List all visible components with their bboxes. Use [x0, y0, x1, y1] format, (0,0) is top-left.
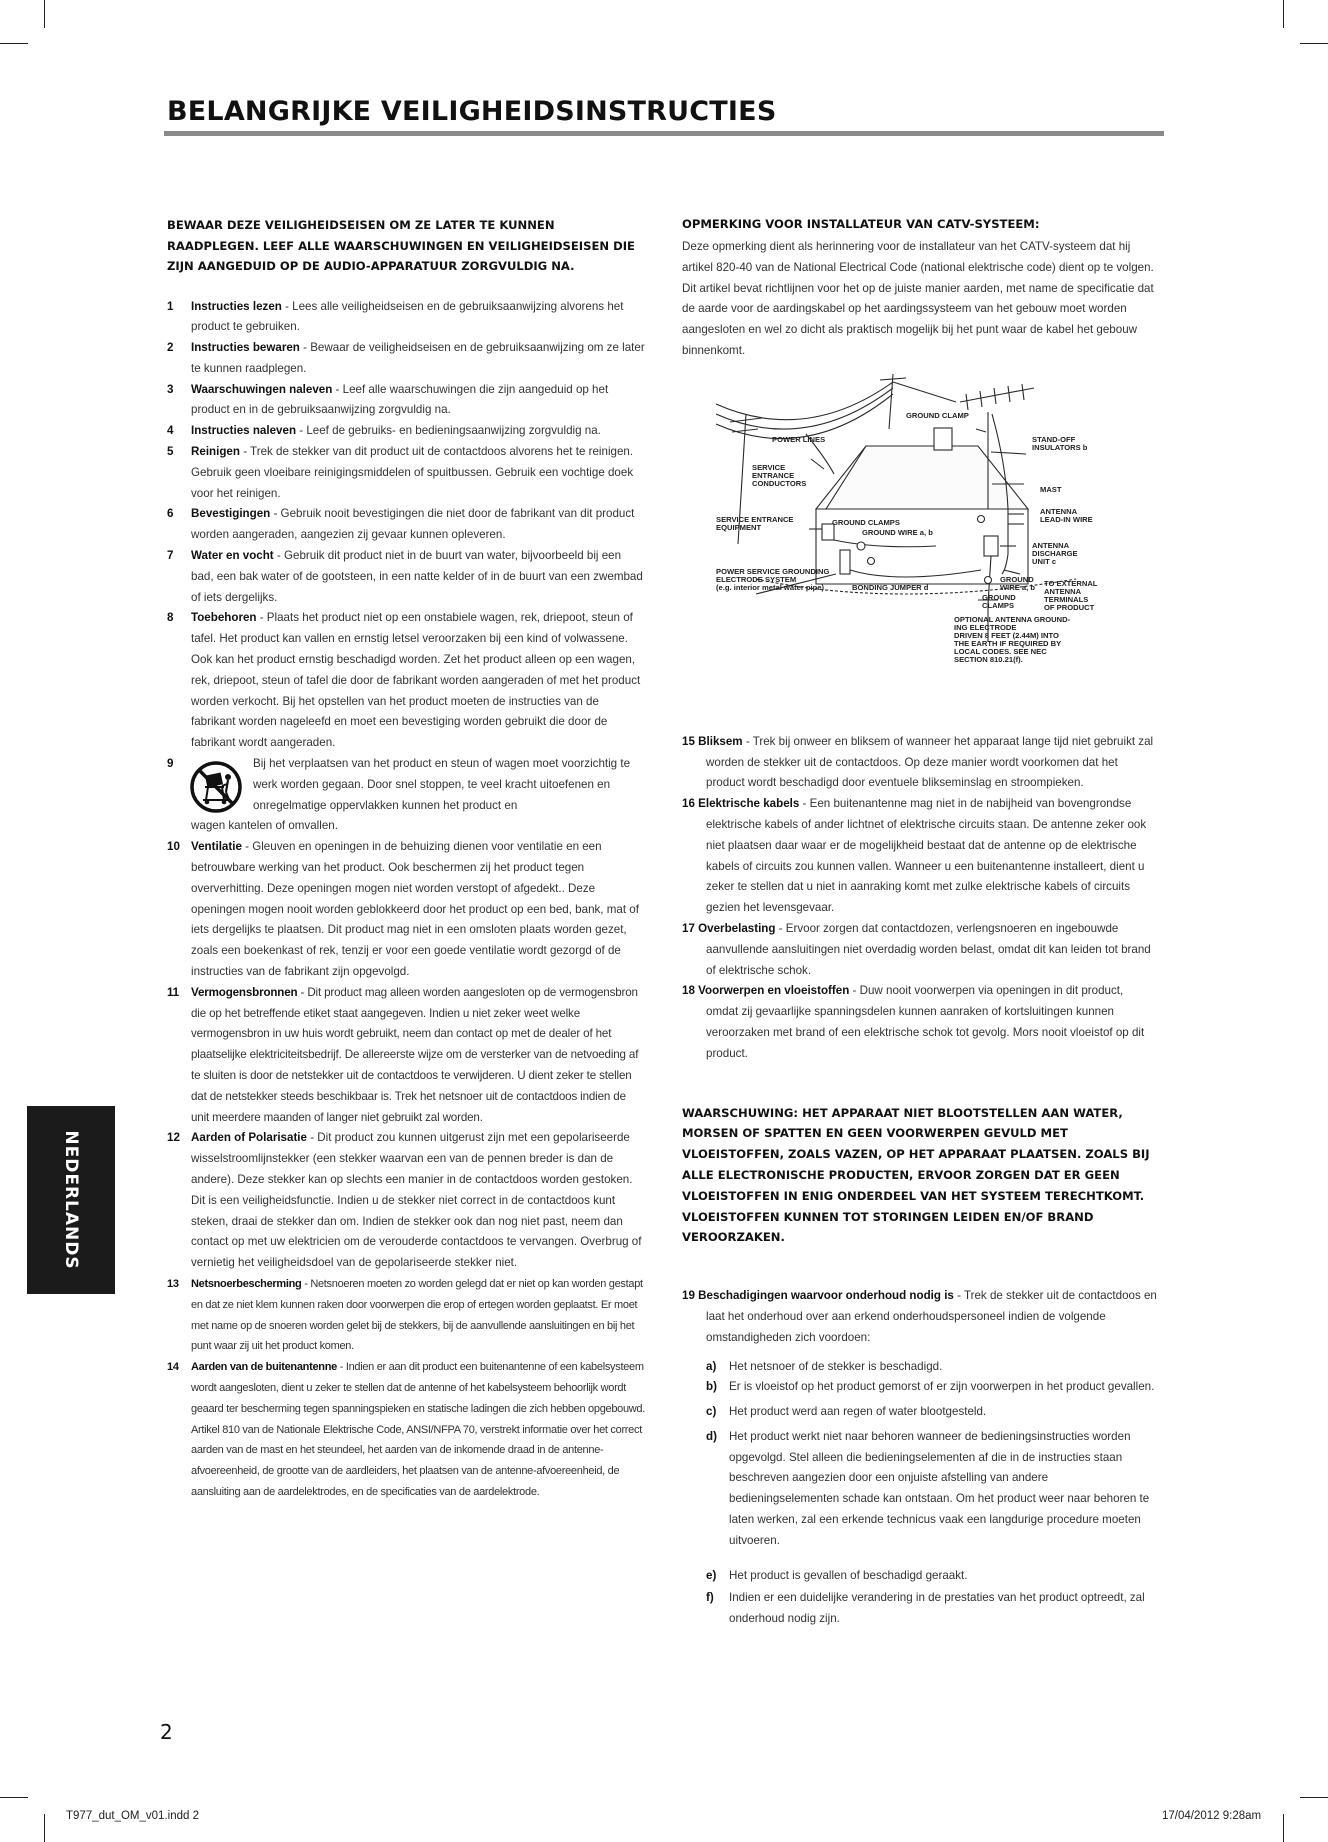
sub-item [682, 1357, 1158, 1378]
list-item [682, 919, 1158, 981]
item-text: - Lees alle veiligheidseisen en de gebruiksaanwijzing alvorens het product te gebruiken. [191, 299, 624, 334]
item-text-continued: wagen kantelen of omvallen. [191, 819, 338, 833]
item-title: Reinigen [191, 445, 240, 459]
crop-mark [1283, 0, 1284, 28]
diagram-label: SERVICE ENTRANCE EQUIPMENT [716, 514, 794, 532]
item-number: 17 [682, 921, 695, 935]
list-item [167, 421, 645, 442]
item-number: 14 [167, 1361, 179, 1374]
antenna-grounding-diagram [716, 374, 1136, 722]
footer-date: 17/04/2012 9:28am [1162, 1810, 1262, 1822]
diagram-label: GROUND CLAMP [906, 410, 969, 420]
item-text: - Indien er aan dit product een buitenantenne of een kabelsysteem wordt aangesloten, dient u zeker te stellen dat de antenne of het kabelsysteem behoorlijk wordt geaard ter bescherming tegen spanningspieken en statische ladingen die zich hebben opgebouwd. Artikel 810 van de Nationale Elektrische Code, ANSI/NFPA 70, verstrekt informatie over het correct aarden van de mast en het steundeel, het aarden van de inkomende draad in de antenne-afvoereenheid, de grootte van de aardleiders, het plaatsen van de antenne-afvoereenheid, de aansluiting aan de aardelektrodes, en de specificaties van de aardelektrode. [191, 1361, 646, 1498]
diagram-label: GROUND WIRE a, b [1000, 574, 1036, 592]
item-number: 7 [167, 549, 174, 563]
diagram-label: GROUND WIRE a, b [862, 527, 933, 537]
crop-mark [1300, 1797, 1328, 1798]
item-title: Ventilatie [191, 840, 242, 854]
crop-mark [0, 43, 28, 44]
item-text: - Een buitenantenne mag niet in de nabijheid van bovengrondse elektrische kabels of ander lichtnet of elektrische circuits staan. De antenne zeker ook niet plaatsen daar waar er de mogelijkheid bestaat dat de antenne op de elektrische kabels of circuits zou kunnen vallen. Wanneer u een buitenantenne installeert, dient u zeker te stellen dat u niet in aanraking komt met zulke elektrische kabels of circuits gezien het levensgevaar. [706, 797, 1147, 915]
item-title: Toebehoren [191, 611, 257, 625]
diagram-label: MAST [1040, 484, 1062, 494]
sub-item [682, 1566, 1158, 1587]
sub-text: Indien er een duidelijke verandering in de prestaties van het product optreedt, zal onderhoud nodig zijn. [729, 1591, 1145, 1626]
item-number: 5 [167, 445, 174, 459]
cart-tipover-warning-icon [189, 760, 243, 814]
diagram-label: SERVICE ENTRANCE CONDUCTORS [752, 462, 807, 488]
list-item [682, 981, 1158, 1064]
list-item [167, 546, 645, 608]
item-number: 11 [167, 985, 179, 999]
list-item [167, 504, 645, 546]
item-number: 4 [167, 424, 174, 438]
diagram-label: TO EXTERNAL ANTENNA TERMINALS OF PRODUCT [1044, 578, 1098, 612]
list-item [167, 1128, 645, 1274]
item-text: - Trek bij onweer en bliksem of wanneer het apparaat lange tijd niet gebruikt zal worden de stekker uit de contactdoos. Op deze manier wordt voorkomen dat het product wordt beschadigd door eventuele blikseminslag en stroompieken. [706, 734, 1154, 790]
diagram-label: BONDING JUMPER d [852, 582, 929, 592]
item-text: - Dit product zou kunnen uitgerust zijn met een gepolariseerde wisselstroomlijnstekker (een stekker waarvan een van de pennen breder is dan de andere). Deze stekker kan op slechts een manier in de contactdoos worden gestoken. Dit is een veiligheidsfunctie. Indien u de stekker niet correct in de contactdoos kunt steken, draai de stekker dan om. Indien de stekker ook dan nog niet past, neem dan contact op met uw elektricien om de verouderde contactdoos te vervangen. Overbrug of vernietig het veiligheidsdoel van de gepolariseerde stekker niet. [191, 1131, 642, 1270]
item-text: - Leef de gebruiks- en bedieningsaanwijzing zorgvuldig na. [296, 424, 601, 438]
item-title: Beschadigingen waarvoor onderhoud nodig is [698, 1289, 954, 1303]
page-title: BELANGRIJKE VEILIGHEIDSINSTRUCTIES [167, 96, 777, 127]
list-item [167, 837, 645, 983]
diagram-label: STAND-OFF INSULATORS b [1032, 434, 1088, 452]
item-number: 1 [167, 299, 174, 313]
item-title: Netsnoerbescherming [191, 1277, 302, 1290]
item-title: Water en vocht [191, 549, 274, 563]
list-item [167, 442, 645, 504]
item-text: - Trek de stekker uit de contactdoos en laat het onderhoud over aan erkend onderhoudspersoneel indien de volgende omstandigheden zich voordoen: [706, 1289, 1157, 1344]
item-title: Vermogensbronnen [191, 985, 298, 999]
item-title: Voorwerpen en vloeistoffen [698, 984, 850, 998]
footer-file: T977_dut_OM_v01.indd 2 [66, 1810, 199, 1822]
catv-title: OPMERKING VOOR INSTALLATEUR VAN CATV-SYSTEEM: [682, 217, 1040, 231]
right-column [682, 215, 1158, 1630]
diagram-label: GROUND CLAMPS [982, 592, 1016, 610]
list-item [167, 608, 645, 754]
item-number: 10 [167, 840, 180, 854]
sub-item [682, 1588, 1158, 1630]
sub-letter: c) [706, 1405, 717, 1419]
language-tab [27, 1106, 115, 1294]
item-title: Overbelasting [698, 921, 776, 935]
sub-letter: d) [706, 1429, 717, 1443]
item-text: - Dit product mag alleen worden aangesloten op de vermogensbron die op het betreffende etiket staat aangegeven. Indien u niet zeker weet welke vermogensbron in uw huis wordt gebruikt, neem dan contact op met de dealer of het plaatselijke elektriciteitsbedrijf. De allereerste wijze om de versterker van de netvoeding af te sluiten is door de netstekker uit de contactdoos te verwijderen. U dient zeker te stellen dat de netstekker steeds beschikbaar is. Trek het netsnoer uit de contactdoos indien de unit meerdere maanden of langer niet gebruikt zal worden. [191, 985, 639, 1124]
diagram-label: ANTENNA LEAD-IN WIRE [1040, 506, 1093, 524]
item-title: Elektrische kabels [698, 797, 800, 811]
item-number: 13 [167, 1277, 179, 1290]
water-warning: WAARSCHUWING: HET APPARAAT NIET BLOOTSTELLEN AAN WATER, MORSEN OF SPATTEN EN GEEN VOORWERPEN GEVULD MET VLOEISTOFFEN, ZOALS VAZEN, OP HET APPARAAT PLAATSEN. ZOALS BIJ ALLE ELECTRONISCHE PRODUCTEN, ERVOOR ZORGEN DAT ER GEEN VLOEISTOFFEN IN ENIG ONDERDEEL VAN HET SYSTEEM TERECHTKOMT. VLOEISTOFFEN KUNNEN TOT STORINGEN LEIDEN EN/OF BRAND VEROORZAKEN. [682, 1105, 1150, 1245]
sub-item [682, 1402, 1158, 1423]
list-item [682, 732, 1158, 794]
diagram-label: ANTENNA DISCHARGE UNIT c [1032, 540, 1078, 566]
crop-mark [44, 1814, 45, 1842]
page-number: 2 [160, 1720, 173, 1744]
list-item [167, 1357, 645, 1503]
sub-letter: e) [706, 1568, 717, 1582]
item-title: Bliksem [698, 734, 743, 748]
item-number: 16 [682, 797, 695, 811]
item-text: - Gebruik dit product niet in de buurt van water, bijvoorbeeld bij een bad, een bak water of de gootsteen, in een natte kelder of in de buurt van een zwembad of iets dergelijks. [191, 549, 643, 604]
item-title: Aarden of Polarisatie [191, 1131, 307, 1145]
list-item [167, 1274, 645, 1357]
item-text: - Bewaar de veiligheidseisen en de gebruiksaanwijzing om ze later te kunnen raadplegen. [191, 341, 645, 375]
item-number: 2 [167, 341, 174, 355]
item-number: 19 [682, 1289, 695, 1303]
list-item [167, 297, 645, 339]
item-title: Aarden van de buitenantenne [191, 1361, 337, 1374]
list-item [682, 794, 1158, 919]
list-item [167, 754, 645, 837]
item-title: Waarschuwingen naleven [191, 382, 333, 396]
sub-text: Het product werd aan regen of water blootgesteld. [729, 1405, 987, 1419]
sub-item [682, 1377, 1158, 1398]
item-title: Instructies bewaren [191, 341, 300, 355]
item-text: Bij het verplaatsen van het product en steun of wagen moet voorzichtig te werk worden gegaan. Door snel stoppen, te veel kracht uitoefenen en onregelmatige oppervlakken kunnen het product en [253, 757, 631, 812]
catv-text: Deze opmerking dient als herinnering voor de installateur van het CATV-systeem dat hij artikel 820-40 van de National Electrical Code (national elektrische code) dient op te volgen. Dit artikel bevat richtlijnen voor het op de juiste manier aarden, met name de specificatie dat de aarde voor de aardingskabel op het aardingssysteem van het gebouw moet worden aangesloten en wel zo dicht als praktisch mogelijk bij het punt waar de kabel het gebouw binnenkomt. [682, 240, 1154, 357]
item-number: 15 [682, 734, 695, 748]
crop-mark [0, 1797, 28, 1798]
language-tab-label: NEDERLANDS [61, 1130, 81, 1270]
sub-letter: a) [706, 1359, 717, 1373]
instruction-list [167, 297, 645, 1503]
left-column [167, 215, 645, 1503]
sub-text: Het netsnoer of de stekker is beschadigd. [729, 1359, 943, 1373]
sub-item [682, 1427, 1158, 1552]
item-title: Instructies naleven [191, 424, 297, 438]
list-item [682, 1286, 1158, 1348]
item-number: 9 [167, 757, 174, 771]
item-text: - Gleuven en openingen in de behuizing dienen voor ventilatie en een betrouwbare werking van het product. Ook beschermen zij het product tegen oververhitting. Deze openingen mogen niet worden verstopt of afgedekt.. Deze openingen mogen nooit worden geblokkeerd door het product op een bed, bank, mat of iets dergelijks te plaatsen. Dit product mag niet in een omsloten plaats worden gezet, zoals een boekenkast of rek, tenzij er voor een goede ventilatie wordt gezorgd of de instructies van de fabrikant zijn opgevolgd. [191, 840, 639, 978]
item-number: 18 [682, 984, 695, 998]
item-number: 3 [167, 382, 174, 396]
sub-letter: b) [706, 1380, 717, 1394]
list-item [167, 380, 645, 422]
item-title: Bevestigingen [191, 507, 271, 521]
diagram-label: OPTIONAL ANTENNA GROUND- ING ELECTRODE DRIVEN 8 FEET (2.44M) INTO THE EARTH IF REQUIRED BY LOCAL CODES. SEE NEC SECTION 810.21(f). [954, 614, 1071, 664]
list-item [167, 983, 645, 1129]
crop-mark [44, 0, 45, 28]
item-text: - Ervoor zorgen dat contactdozen, verlengsnoeren en ingebouwde aanvullende aansluitingen niet overdadig worden belast, omdat dit kan leiden tot brand of elektrische schok. [706, 921, 1151, 977]
item-text: - Duw nooit voorwerpen via openingen in dit product, omdat zij gevaarlijke spanningsdelen kunnen aanraken of kortsluitingen kunnen veroorzaken met brand of een elektrische schok tot gevolg. Mors nooit vloeistof op dit product. [706, 984, 1145, 1060]
item-text: - Netsnoeren moeten zo worden gelegd dat er niet op kan worden gestapt en dat ze niet klem kunnen raken door voorwerpen die erop of ertegen worden geplaatst. Er moet met name op de snoeren worden gelet bij de stekkers, bij de aanvullende aansluitingen en bij het punt waar zij uit het product komen. [191, 1277, 643, 1353]
item-text: - Trek de stekker van dit product uit de contactdoos alvorens het te reinigen. Gebruik geen vloeibare reinigingsmiddelen of spuitbussen. Gebruik een vochtige doek voor het reinigen. [191, 445, 634, 500]
intro-text: BEWAAR DEZE VEILIGHEIDSEISEN OM ZE LATER TE KUNNEN RAADPLEGEN. LEEF ALLE WAARSCHUWINGEN EN VEILIGHEIDSEISEN DIE ZIJN AANGEDUID OP DE AUDIO-APPARATUUR ZORGVULDIG NA. [167, 218, 635, 273]
diagram-label: POWER SERVICE GROUNDING ELECTRODE SYSTEM (e.g. interior metal water pipe) [716, 566, 830, 592]
item-text: - Plaats het product niet op een onstabiele wagen, rek, driepoot, steun of tafel. Het product kan vallen en ernstig letsel veroorzaken bij een kind of volwassene. Ook kan het product ernstig beschadigd worden. Zet het product alleen op een wagen, rek, driepoot, steun of tafel die door de fabrikant worden aangeraden of met het product worden verkocht. Bij het opstellen van het product moeten de instructies van de fabrikant worden nageleefd en moet een bevestiging worden gebruikt die door de fabrikant wordt aangeraden. [191, 611, 641, 750]
crop-mark [1300, 43, 1328, 44]
sub-text: Er is vloeistof op het product gemorst of er zijn voorwerpen in het product gevallen. [729, 1380, 1155, 1394]
title-rule [164, 131, 1164, 136]
sub-letter: f) [706, 1591, 714, 1605]
item-text: - Leef alle waarschuwingen die zijn aangeduid op het product en in de gebruiksaanwijzing zorgvuldig na. [191, 382, 609, 417]
item-text: - Gebruik nooit bevestigingen die niet door de fabrikant van dit product worden aangeraden, aangezien zij gevaar kunnen opleveren. [191, 507, 635, 542]
diagram-label: POWER LINES [772, 434, 826, 444]
sub-text: Het product werkt niet naar behoren wanneer de bedieningsinstructies worden opgevolgd. Stel alleen die bedieningselementen af die in de instructies staan beschreven aangezien door een onjuiste afstelling van andere bedieningselementen schade kan ontstaan. Om het product weer naar behoren te laten werken, zal een erkende technicus vaak een langdurige procedure moeten uitvoeren. [729, 1429, 1150, 1547]
diagram-label: GROUND CLAMPS [832, 517, 900, 527]
item-number: 8 [167, 611, 174, 625]
item-number: 12 [167, 1131, 180, 1145]
sub-text: Het product is gevallen of beschadigd geraakt. [729, 1568, 968, 1582]
item-title: Instructies lezen [191, 299, 282, 313]
list-item [167, 338, 645, 380]
crop-mark [1283, 1814, 1284, 1842]
item-number: 6 [167, 507, 174, 521]
